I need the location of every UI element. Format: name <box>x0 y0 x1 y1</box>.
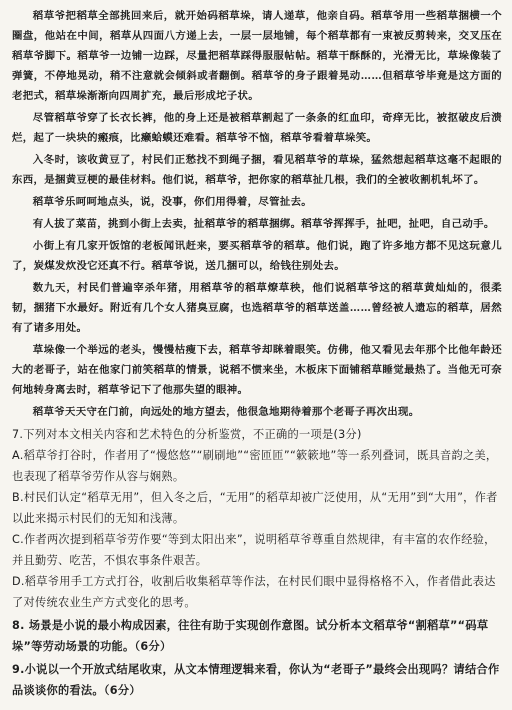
question-7-option-a: A.稻草爷打谷时，作者用了“慢悠悠”“刷刷地”“密匝匝”“簌簌地”等一系列叠词，既具音韵之美，也表现了稻草爷劳作从容与娴熟。 <box>12 449 498 483</box>
question-9-stem: 9.小说以一个开放式结尾收束，从文本情理逻辑来看，你认为“老哥子”最终会出现吗？请结合作品谈谈你的看法。（6分） <box>12 663 500 697</box>
reading-passage <box>12 6 502 422</box>
question-7-stem: 7.下列对本文相关内容和艺术特色的分析鉴赏，不正确的一项是(3分) <box>12 428 362 441</box>
passage-paragraph-1: 稻草爷把稻草全部挑回来后，就开始码稻草垛，请人递草，他亲自码。稻草爷用一些稻草捆横一个圈盘，他站在中间，稻草从四面八方递上去，一层一层地铺，每个稻草都有一束被反剪转来，交叉压在稻草爷脚下。稻草爷一边铺一边踩，尽量把稻草踩得服服帖帖。稻草干酥酥的，光滑无比，草垛像装了弹簧，不停地晃动，稍不注意就会倾斜或者翻倒。稻草爷的身子跟着晃动……但稻草爷毕竟是这方面的老把式，稻草垛渐渐向四周扩充，最后形成坨子状。 <box>12 10 502 102</box>
passage-paragraph-8: 草垛像一个举远的老头，慢慢枯瘦下去，稻草爷却眯着眼笑。仿佛，他又看见去年那个比他年龄还大的老哥子，站在他家门前笑稻草的情景，说稻不惯来坐，木板床下面铺稻草睡觉最热了。当他无可奈何地转身离去时，稻草爷记下了他那失望的眼神。 <box>12 344 502 396</box>
question-8-stem: 8. 场景是小说的最小构成因素，往往有助于实现创作意图。试分析本文稻草爷“割稻草”“码草垛”等劳动场景的功能。（6分） <box>12 619 489 653</box>
passage-paragraph-4: 稻草爷乐呵呵地点头，说，没事，你们用得着，尽管扯去。 <box>32 196 313 208</box>
passage-paragraph-5: 有人拔了菜苗，挑到小街上去卖，扯稻草爷的稻草捆绑。稻草爷挥挥手，扯吧，扯吧，自己动手。 <box>32 218 495 230</box>
question-7-option-b: B.村民们认定“稻草无用”，但入冬之后，“无用”的稻草却被广泛使用，从“无用”到“大用”，作者以此来揭示村民们的无知和浅薄。 <box>12 491 498 525</box>
passage-paragraph-2: 尽管稻草爷穿了长衣长裤，他的身上还是被稻草割起了一条条的红血印，奇痒无比，被抠破皮后溃烂，起了一块块的瘢痕，比癞蛤蟆还难看。稻草爷不恼，稻草爷看着草垛笑。 <box>12 112 502 144</box>
question-7-option-c: C.作者两次提到稻草爷劳作要“等到太阳出来”，说明稻草爷尊重自然规律，有丰富的农作经验，并且勤劳、吃苦，不惧农事条件艰苦。 <box>12 533 496 567</box>
question-9 <box>12 659 502 701</box>
question-7 <box>12 424 502 613</box>
question-8 <box>12 615 502 657</box>
passage-paragraph-6: 小街上有几家开饭馆的老板闻讯赶来，要买稻草爷的稻草。他们说，跑了许多地方都不见这玩意儿了，炭煤发炊没它还真不行。稻草爷说，送几捆可以，给钱往别处去。 <box>12 240 502 272</box>
passage-paragraph-7: 数九天，村民们普遍宰杀年猪，用稻草爷的稻草燎草秧，他们说稻草爷这的稻草黄灿灿的，很柔韧，捆猪下水最好。附近有几个女人猪臭豆腐，也选稻草爷的稻草送盖……曾经被人遗忘的稻草，居然有了诸多用处。 <box>12 282 502 334</box>
question-7-option-d: D.稻草爷用手工方式打谷，收割后收集稻草等作法，在村民们眼中显得格格不入，作者借此表达了对传统农业生产方式变化的思考。 <box>12 575 496 609</box>
passage-paragraph-3: 入冬时，该收黄豆了，村民们正愁找不到绳子捆，看见稻草爷的草垛，猛然想起稻草这毫不起眼的东西，是捆黄豆梗的最佳材料。他们说，稻草爷，把你家的稻草扯几根，我们的全被收割机轧坏了。 <box>12 154 502 186</box>
passage-paragraph-9: 稻草爷天天守在门前，向远处的地方望去，他很急地期待着那个老哥子再次出现。 <box>32 406 420 418</box>
